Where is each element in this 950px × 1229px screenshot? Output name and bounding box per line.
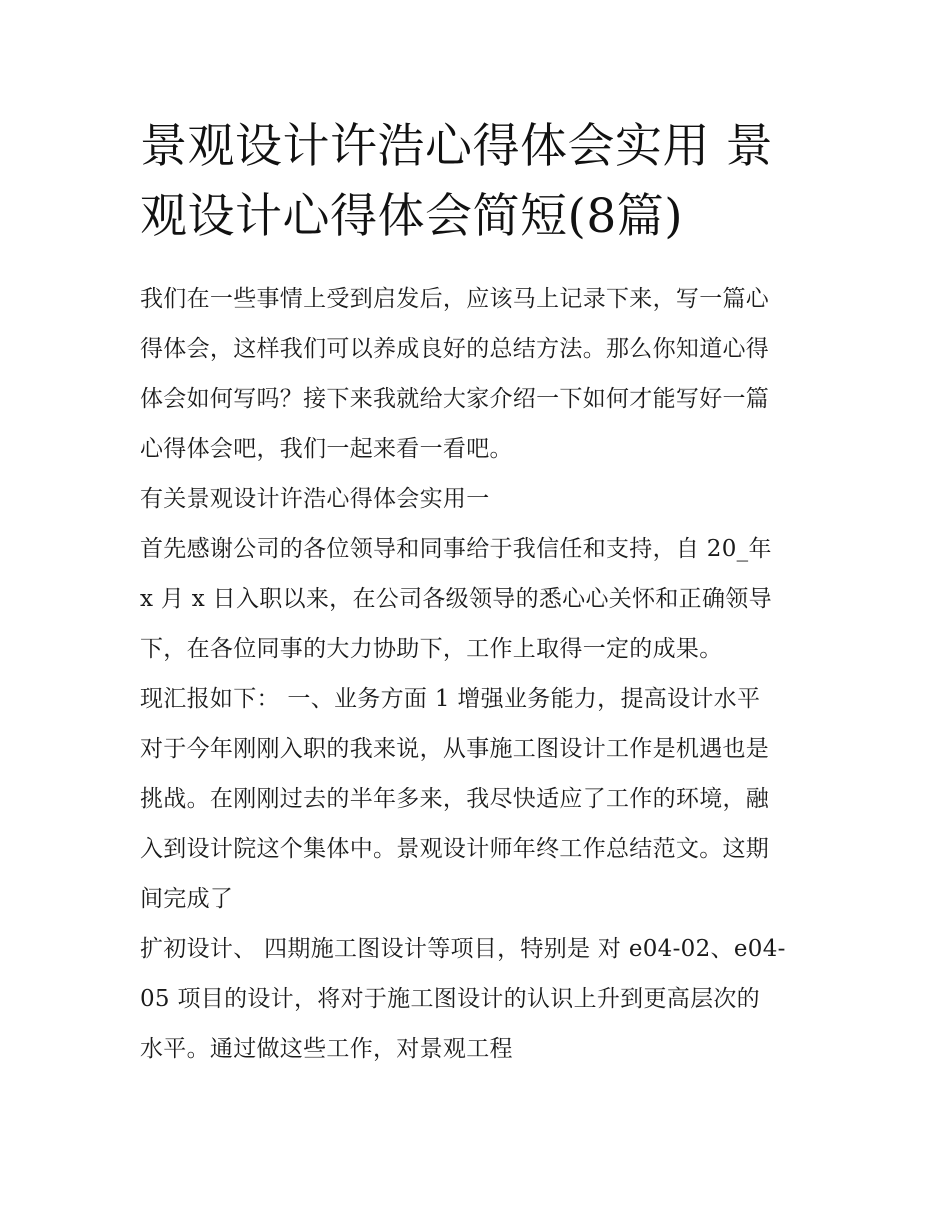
text-line: 现汇报如下： 一、业务方面 1 增强业务能力，提高设计水平 [140,686,761,712]
body-paragraph [140,674,815,724]
text-line: 05 项目的设计，将对于施工图设计的认识上升到更高层次的 [140,986,760,1012]
intro-paragraph [140,274,815,474]
text-line: 入到设计院这个集体中。景观设计师年终工作总结范文。这期 [140,836,770,862]
text-line: 下，在各位同事的大力协助下，工作上取得一定的成果。 [140,636,723,662]
text-line: 挑战。在刚刚过去的半年多来，我尽快适应了工作的环境，融 [140,786,770,812]
body-paragraph [140,724,815,924]
text-line: 对于今年刚刚入职的我来说，从事施工图设计工作是机遇也是 [140,736,770,762]
text-line: 有关景观设计许浩心得体会实用一 [140,486,490,512]
body-paragraph [140,524,815,674]
section-heading [140,474,815,524]
text-line: 水平。通过做这些工作，对景观工程 [140,1036,513,1062]
text-line: 体会如何写吗？接下来我就给大家介绍一下如何才能写好一篇 [140,386,770,412]
document-page [140,112,815,1074]
text-line: 间完成了 [140,886,234,912]
title-line: 景观设计许浩心得体会实用 景 [140,119,773,174]
document-title [140,112,815,252]
body-paragraph [140,924,815,1074]
text-line: x 月 x 日入职以来，在公司各级领导的悉心心关怀和正确领导 [140,586,772,612]
text-line: 首先感谢公司的各位领导和同事给于我信任和支持，自 20_年 [140,536,772,562]
title-line: 观设计心得体会简短(8篇) [140,189,684,244]
text-line: 我们在一些事情上受到启发后，应该马上记录下来，写一篇心 [140,286,770,312]
text-line: 得体会，这样我们可以养成良好的总结方法。那么你知道心得 [140,336,770,362]
text-line: 扩初设计、 四期施工图设计等项目，特别是 对 e04-02、e04- [140,936,786,962]
text-line: 心得体会吧，我们一起来看一看吧。 [140,436,513,462]
